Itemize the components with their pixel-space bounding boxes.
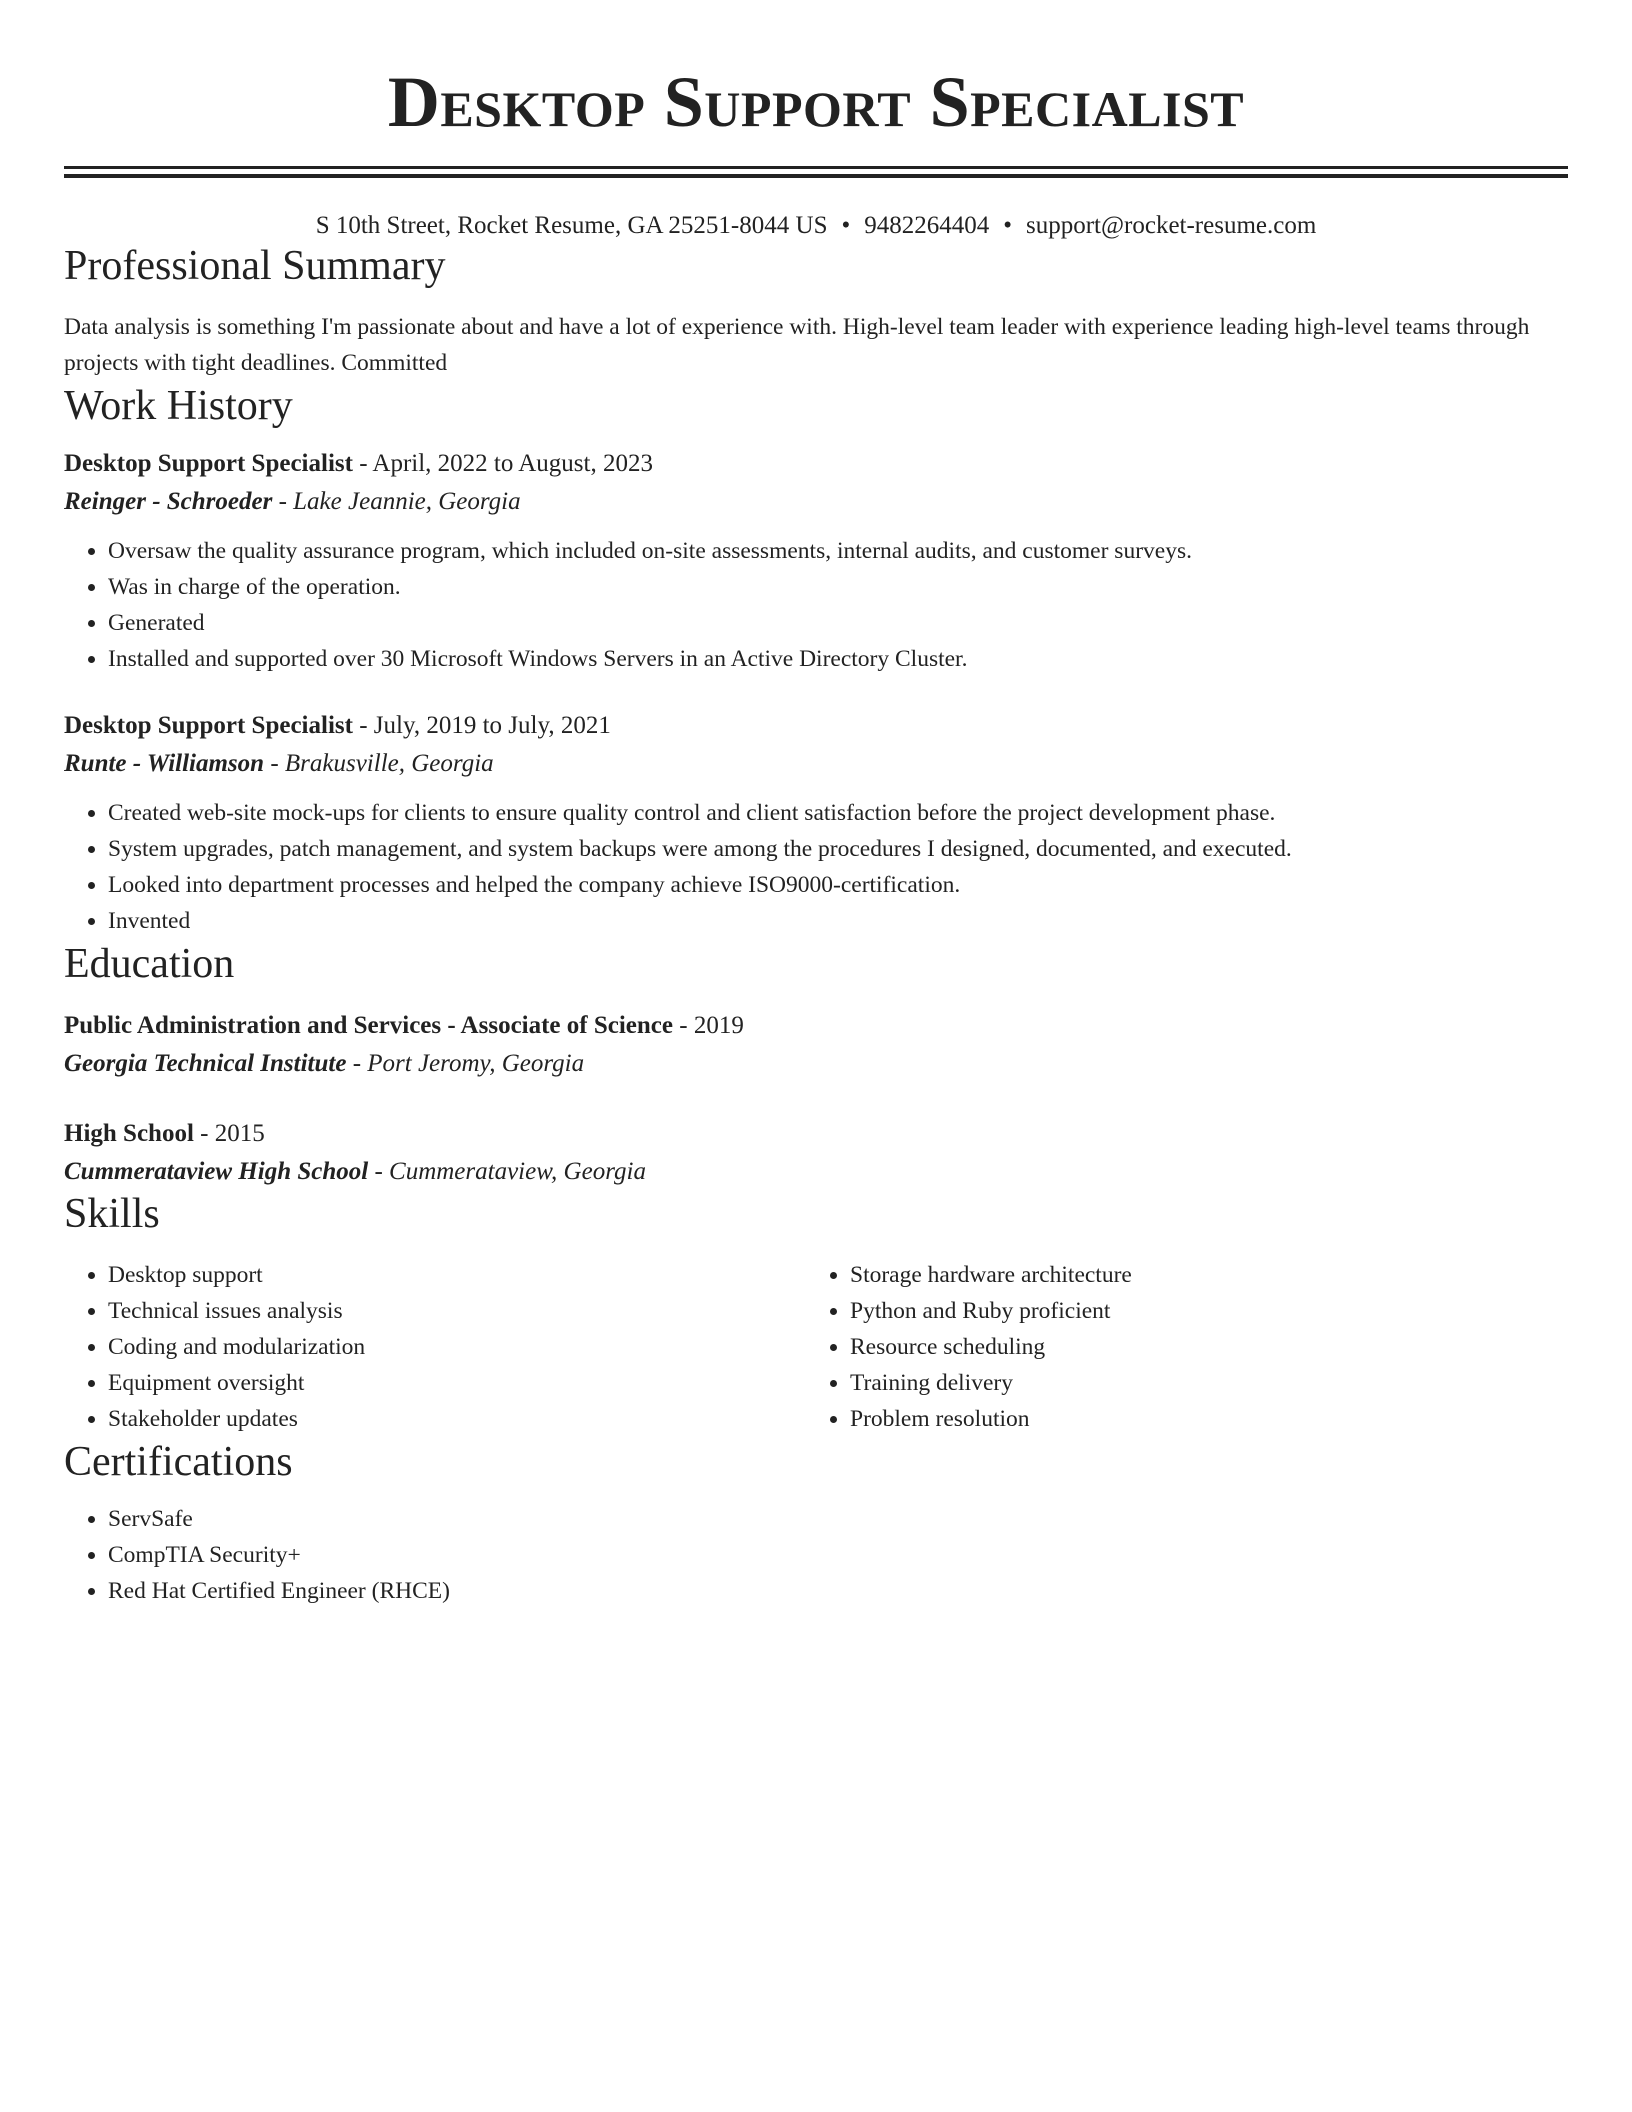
degree-line: [64, 1009, 1568, 1043]
summary-heading: Professional Summary: [64, 243, 446, 289]
education-entry: [64, 1117, 1568, 1189]
list-item: • Oversaw the quality assurance program, which included on-site assessments, internal audits, and customer surveys.: [108, 533, 1568, 569]
summary-text: Data analysis is something I'm passionate about and have a lot of experience with. High-level team leader with experience leading high-level teams through projects with tight deadlines. Committed: [64, 314, 1530, 376]
job-company-line: [64, 485, 1568, 519]
list-item: • Coding and modularization: [108, 1329, 806, 1365]
list-item: • Storage hardware architecture: [850, 1257, 1548, 1293]
job-location: - Brakusville, Georgia: [264, 750, 494, 777]
list-item: • Red Hat Certified Engineer (RHCE): [108, 1573, 1568, 1609]
degree: Public Administration and Services - Associate of Science: [64, 1012, 673, 1039]
education-entry: [64, 1009, 1568, 1081]
list-item: • CompTIA Security+: [108, 1537, 1568, 1573]
school-line: [64, 1155, 1568, 1189]
contact-address: S 10th Street, Rocket Resume, GA 25251-8044 US: [315, 212, 828, 239]
job-title: Desktop Support Specialist: [64, 712, 353, 739]
certifications-heading: Certifications: [64, 1439, 293, 1485]
list-item: • System upgrades, patch management, and system backups were among the procedures I designed, documented, and executed.: [108, 831, 1568, 867]
list-item: • Was in charge of the operation.: [108, 569, 1568, 605]
contact-phone: 9482264404: [864, 212, 990, 239]
list-item: • Resource scheduling: [850, 1329, 1548, 1365]
job-title: Desktop Support Specialist: [64, 450, 353, 477]
job-company-line: [64, 747, 1568, 781]
contact-separator: •: [1003, 212, 1012, 239]
list-item: • Training delivery: [850, 1365, 1548, 1401]
job-company: Reinger - Schroeder: [64, 488, 273, 515]
skills-heading: Skills: [64, 1191, 160, 1237]
list-item: • Installed and supported over 30 Microsoft Windows Servers in an Active Directory Cluster.: [108, 641, 1568, 677]
job-bullets: [64, 795, 1568, 939]
list-item: • Looked into department processes and helped the company achieve ISO9000-certification.: [108, 867, 1568, 903]
job-entry: [64, 709, 1568, 939]
list-item: • Created web-site mock-ups for clients to ensure quality control and client satisfaction before the project development phase.: [108, 795, 1568, 831]
work-history-heading: Work History: [64, 383, 293, 429]
school-location: - Port Jeromy, Georgia: [346, 1050, 585, 1077]
list-item: • Problem resolution: [850, 1401, 1548, 1437]
degree: High School: [64, 1120, 194, 1147]
list-item: • Technical issues analysis: [108, 1293, 806, 1329]
list-item: • Equipment oversight: [108, 1365, 806, 1401]
list-item: • Stakeholder updates: [108, 1401, 806, 1437]
job-location: - Lake Jeannie, Georgia: [272, 488, 521, 515]
education-heading: Education: [64, 941, 235, 987]
resume-title: Desktop Support Specialist: [387, 62, 1245, 142]
list-item: • Invented: [108, 903, 1568, 939]
job-title-line: [64, 709, 1568, 743]
job-bullets: [64, 533, 1568, 677]
school-location: - Cummerataview, Georgia: [368, 1158, 646, 1185]
skills-column-left: [64, 1257, 806, 1437]
list-item: • Desktop support: [108, 1257, 806, 1293]
title-double-rule: [64, 166, 1568, 169]
job-dates: - April, 2022 to August, 2023: [352, 450, 653, 477]
school: Cummerataview High School: [64, 1158, 369, 1185]
job-company: Runte - Williamson: [64, 750, 265, 777]
skills-column-right: [806, 1257, 1548, 1437]
school: Georgia Technical Institute: [64, 1050, 347, 1077]
contact-separator: •: [841, 212, 851, 239]
contact-email: support@rocket-resume.com: [1026, 212, 1317, 239]
job-title-line: [64, 447, 1568, 481]
school-line: [64, 1047, 1568, 1081]
list-item: • Python and Ruby proficient: [850, 1293, 1548, 1329]
list-item: • Generated: [108, 605, 1568, 641]
degree-year: - 2019: [673, 1012, 744, 1039]
job-entry: [64, 447, 1568, 677]
job-dates: - July, 2019 to July, 2021: [352, 712, 611, 739]
skills-grid: [64, 1257, 1568, 1437]
list-item: • ServSafe: [108, 1501, 1568, 1537]
degree-line: [64, 1117, 1568, 1151]
degree-year: - 2015: [193, 1120, 265, 1147]
certifications-list: [64, 1501, 1568, 1609]
contact-line: [64, 211, 1568, 241]
